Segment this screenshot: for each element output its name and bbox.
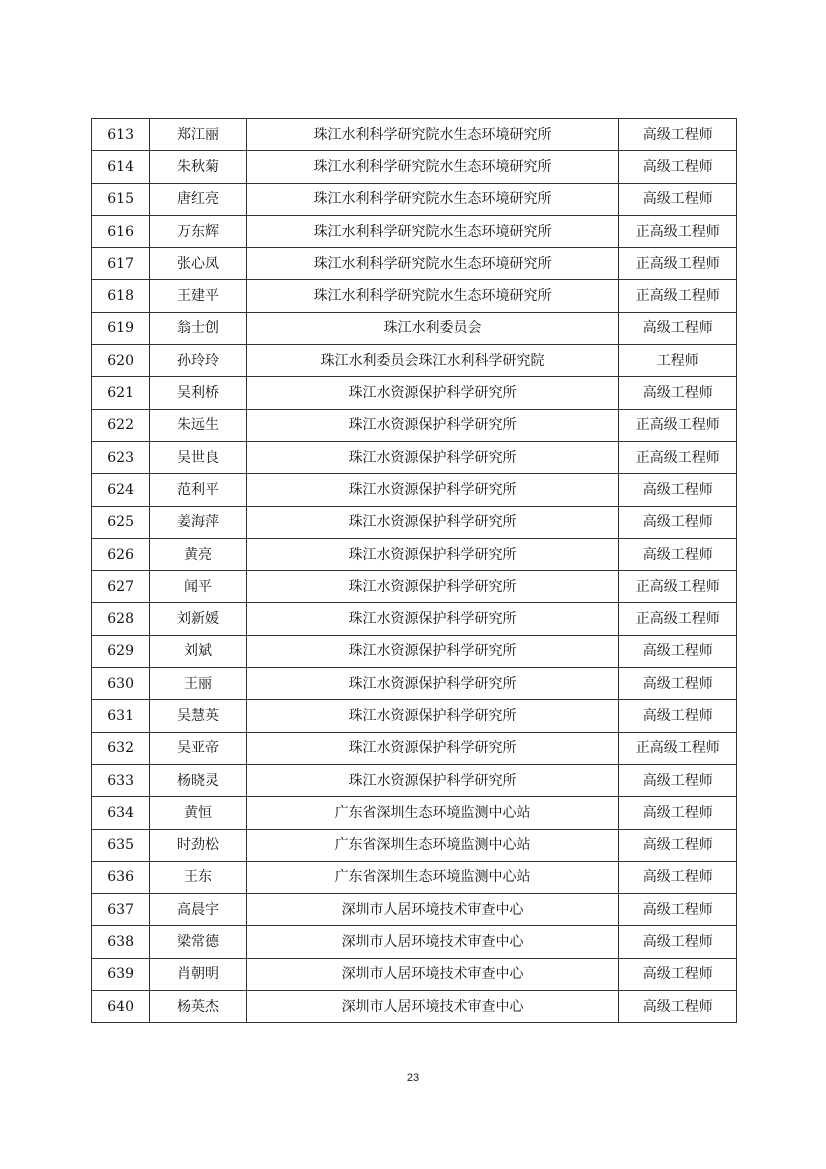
row-number-cell: 621 (92, 377, 150, 409)
row-number-cell: 624 (92, 474, 150, 506)
person-name-cell: 王东 (150, 861, 246, 893)
person-name-cell: 黄恒 (150, 797, 246, 829)
organization-cell: 珠江水资源保护科学研究所 (246, 506, 619, 538)
row-number-cell: 633 (92, 764, 150, 796)
person-name-cell: 唐红亮 (150, 183, 246, 215)
organization-cell: 珠江水利委员会珠江水利科学研究院 (246, 345, 619, 377)
person-name-cell: 闻平 (150, 571, 246, 603)
row-number-cell: 637 (92, 894, 150, 926)
job-title-cell: 高级工程师 (619, 700, 737, 732)
row-number-cell: 616 (92, 215, 150, 247)
row-number-cell: 623 (92, 441, 150, 473)
row-number-cell: 638 (92, 926, 150, 958)
person-name-cell: 王建平 (150, 280, 246, 312)
table-row (92, 668, 737, 700)
person-name-cell: 郑江丽 (150, 119, 246, 151)
row-number-cell: 634 (92, 797, 150, 829)
organization-cell: 珠江水资源保护科学研究所 (246, 538, 619, 570)
organization-cell: 珠江水利科学研究院水生态环境研究所 (246, 248, 619, 280)
organization-cell: 深圳市人居环境技术审查中心 (246, 991, 619, 1023)
table-row (92, 861, 737, 893)
table-row (92, 603, 737, 635)
person-name-cell: 万东辉 (150, 215, 246, 247)
job-title-cell: 高级工程师 (619, 926, 737, 958)
table-row (92, 280, 737, 312)
person-name-cell: 朱远生 (150, 409, 246, 441)
organization-cell: 珠江水资源保护科学研究所 (246, 732, 619, 764)
organization-cell: 深圳市人居环境技术审查中心 (246, 894, 619, 926)
row-number-cell: 626 (92, 538, 150, 570)
job-title-cell: 高级工程师 (619, 829, 737, 861)
person-name-cell: 吴利桥 (150, 377, 246, 409)
person-name-cell: 黄亮 (150, 538, 246, 570)
row-number-cell: 627 (92, 571, 150, 603)
row-number-cell: 636 (92, 861, 150, 893)
job-title-cell: 高级工程师 (619, 377, 737, 409)
person-name-cell: 孙玲玲 (150, 345, 246, 377)
person-name-cell: 吴世良 (150, 441, 246, 473)
job-title-cell: 高级工程师 (619, 958, 737, 990)
person-name-cell: 杨晓灵 (150, 764, 246, 796)
table-row (92, 409, 737, 441)
person-name-cell: 杨英杰 (150, 991, 246, 1023)
organization-cell: 珠江水资源保护科学研究所 (246, 764, 619, 796)
person-name-cell: 吴慧英 (150, 700, 246, 732)
organization-cell: 珠江水利科学研究院水生态环境研究所 (246, 215, 619, 247)
organization-cell: 珠江水利科学研究院水生态环境研究所 (246, 151, 619, 183)
row-number-cell: 635 (92, 829, 150, 861)
row-number-cell: 615 (92, 183, 150, 215)
row-number-cell: 630 (92, 668, 150, 700)
organization-cell: 广东省深圳生态环境监测中心站 (246, 861, 619, 893)
organization-cell: 珠江水资源保护科学研究所 (246, 603, 619, 635)
person-name-cell: 高晨宇 (150, 894, 246, 926)
table-row (92, 732, 737, 764)
table-row (92, 797, 737, 829)
row-number-cell: 640 (92, 991, 150, 1023)
job-title-cell: 高级工程师 (619, 861, 737, 893)
job-title-cell: 高级工程师 (619, 797, 737, 829)
person-name-cell: 梁常德 (150, 926, 246, 958)
row-number-cell: 619 (92, 312, 150, 344)
person-name-cell: 刘斌 (150, 635, 246, 667)
row-number-cell: 625 (92, 506, 150, 538)
row-number-cell: 620 (92, 345, 150, 377)
row-number-cell: 639 (92, 958, 150, 990)
person-name-cell: 张心凤 (150, 248, 246, 280)
job-title-cell: 高级工程师 (619, 506, 737, 538)
organization-cell: 广东省深圳生态环境监测中心站 (246, 797, 619, 829)
organization-cell: 深圳市人居环境技术审查中心 (246, 926, 619, 958)
person-name-cell: 范利平 (150, 474, 246, 506)
organization-cell: 珠江水资源保护科学研究所 (246, 700, 619, 732)
personnel-table (91, 118, 737, 1023)
organization-cell: 珠江水资源保护科学研究所 (246, 635, 619, 667)
organization-cell: 珠江水利科学研究院水生态环境研究所 (246, 183, 619, 215)
row-number-cell: 618 (92, 280, 150, 312)
job-title-cell: 高级工程师 (619, 312, 737, 344)
job-title-cell: 高级工程师 (619, 668, 737, 700)
person-name-cell: 王丽 (150, 668, 246, 700)
job-title-cell: 正高级工程师 (619, 280, 737, 312)
table-row (92, 248, 737, 280)
row-number-cell: 613 (92, 119, 150, 151)
organization-cell: 珠江水资源保护科学研究所 (246, 668, 619, 700)
table-row (92, 538, 737, 570)
job-title-cell: 正高级工程师 (619, 732, 737, 764)
job-title-cell: 正高级工程师 (619, 441, 737, 473)
person-name-cell: 姜海萍 (150, 506, 246, 538)
job-title-cell: 高级工程师 (619, 538, 737, 570)
job-title-cell: 正高级工程师 (619, 248, 737, 280)
table-row (92, 345, 737, 377)
table-row (92, 991, 737, 1023)
job-title-cell: 高级工程师 (619, 474, 737, 506)
row-number-cell: 629 (92, 635, 150, 667)
row-number-cell: 622 (92, 409, 150, 441)
person-name-cell: 时劲松 (150, 829, 246, 861)
table-row (92, 441, 737, 473)
organization-cell: 珠江水资源保护科学研究所 (246, 441, 619, 473)
table-row (92, 571, 737, 603)
row-number-cell: 631 (92, 700, 150, 732)
organization-cell: 珠江水利科学研究院水生态环境研究所 (246, 280, 619, 312)
table-row (92, 183, 737, 215)
job-title-cell: 高级工程师 (619, 151, 737, 183)
table-row (92, 119, 737, 151)
job-title-cell: 高级工程师 (619, 894, 737, 926)
table-row (92, 926, 737, 958)
table-row (92, 700, 737, 732)
person-name-cell: 朱秋菊 (150, 151, 246, 183)
organization-cell: 珠江水资源保护科学研究所 (246, 409, 619, 441)
organization-cell: 深圳市人居环境技术审查中心 (246, 958, 619, 990)
table-row (92, 894, 737, 926)
organization-cell: 珠江水利委员会 (246, 312, 619, 344)
table-row (92, 151, 737, 183)
organization-cell: 珠江水资源保护科学研究所 (246, 377, 619, 409)
table-row (92, 215, 737, 247)
job-title-cell: 高级工程师 (619, 991, 737, 1023)
person-name-cell: 翁士创 (150, 312, 246, 344)
organization-cell: 珠江水资源保护科学研究所 (246, 571, 619, 603)
row-number-cell: 617 (92, 248, 150, 280)
organization-cell: 广东省深圳生态环境监测中心站 (246, 829, 619, 861)
job-title-cell: 高级工程师 (619, 635, 737, 667)
table-row (92, 506, 737, 538)
personnel-table-body (92, 119, 737, 1023)
job-title-cell: 正高级工程师 (619, 409, 737, 441)
job-title-cell: 工程师 (619, 345, 737, 377)
row-number-cell: 614 (92, 151, 150, 183)
job-title-cell: 高级工程师 (619, 119, 737, 151)
person-name-cell: 刘新媛 (150, 603, 246, 635)
job-title-cell: 高级工程师 (619, 183, 737, 215)
table-row (92, 958, 737, 990)
row-number-cell: 628 (92, 603, 150, 635)
table-row (92, 764, 737, 796)
person-name-cell: 吴亚帝 (150, 732, 246, 764)
row-number-cell: 632 (92, 732, 150, 764)
job-title-cell: 正高级工程师 (619, 571, 737, 603)
job-title-cell: 正高级工程师 (619, 603, 737, 635)
table-row (92, 829, 737, 861)
table-row (92, 635, 737, 667)
organization-cell: 珠江水资源保护科学研究所 (246, 474, 619, 506)
person-name-cell: 肖朝明 (150, 958, 246, 990)
table-row (92, 377, 737, 409)
table-row (92, 312, 737, 344)
job-title-cell: 正高级工程师 (619, 215, 737, 247)
job-title-cell: 高级工程师 (619, 764, 737, 796)
organization-cell: 珠江水利科学研究院水生态环境研究所 (246, 119, 619, 151)
table-row (92, 474, 737, 506)
page-number: 23 (406, 1072, 420, 1084)
